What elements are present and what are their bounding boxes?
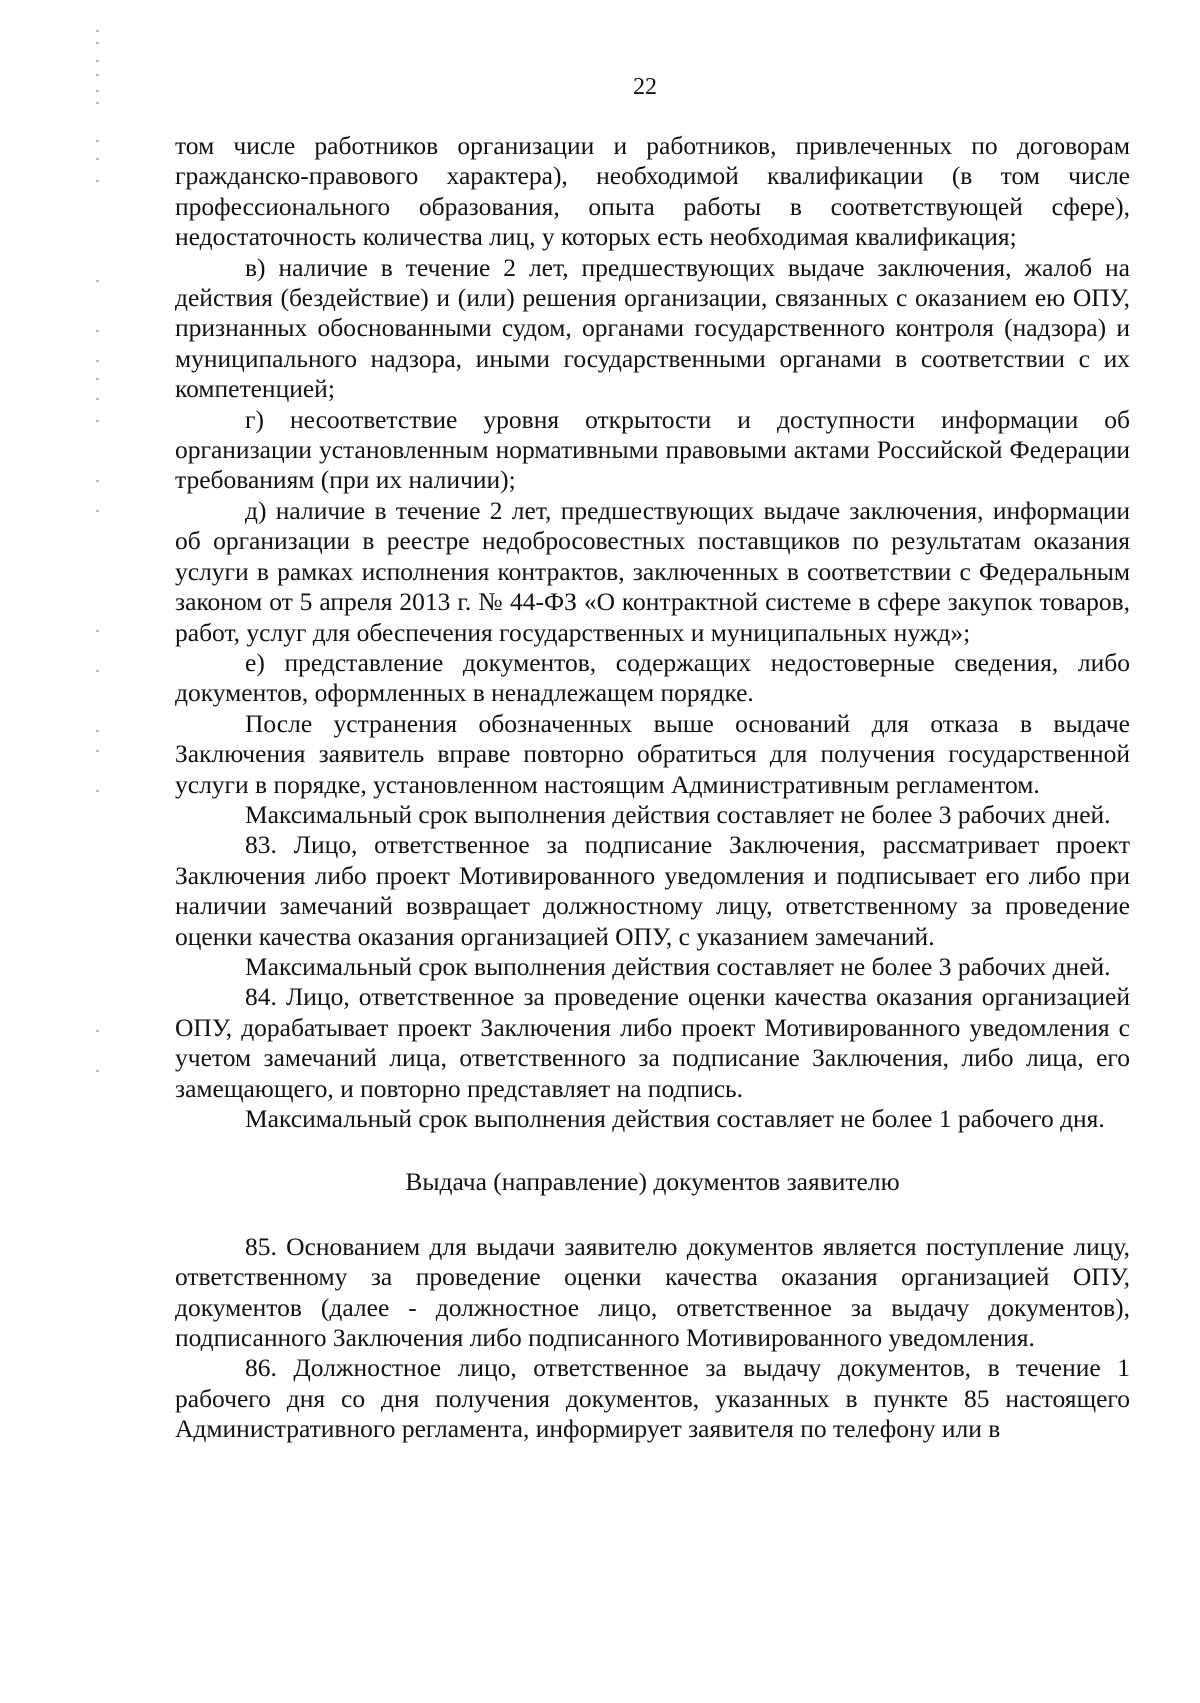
paragraph-continuation: том числе работников организации и работников, привлеченных по договорам гражданско-правового характера), необходимой квалификации (в том числе профессионального образования, опыта работы в соответствующей сфере), недостаточность количества лиц, у которых есть необходимая квалификация;	[175, 131, 1130, 252]
paragraph-deadline: Максимальный срок выполнения действия составляет не более 3 рабочих дней.	[245, 799, 1111, 829]
paragraph-reapply: После устранения обозначенных выше оснований для отказа в выдаче Заключения заявитель вправе повторно обратиться для получения государственной услуги в порядке, установленном настоящим Административным регламентом.	[175, 708, 1130, 799]
document-body	[175, 131, 1130, 1445]
scan-artifacts	[96, 30, 104, 1130]
paragraph-deadline: Максимальный срок выполнения действия составляет не более 1 рабочего дня.	[245, 1104, 1105, 1133]
paragraph-item-g: г) несоответствие уровня открытости и доступности информации об организации установленным нормативными правовыми актами Российской Федерации требованиям (при их наличии);	[175, 404, 1130, 495]
paragraph-83: 83. Лицо, ответственное за подписание Заключения, рассматривает проект Заключения либо проект Мотивированного уведомления и подписывает его либо при наличии замечаний возвращает должностному лицу, ответственному за проведение оценки качества оказания организацией ОПУ, с указанием замечаний.	[175, 830, 1130, 951]
paragraph-item-d: д) наличие в течение 2 лет, предшествующих выдаче заключения, информации об организации в реестре недобросовестных поставщиков по результатам оказания услуги в рамках исполнения контрактов, заключенных в соответствии с Федеральным законом от 5 апреля 2013 г. № 44-ФЗ «О контрактной системе в сфере закупок товаров, работ, услуг для обеспечения государственных и муниципальных нужд»;	[175, 495, 1130, 647]
page-number: 22	[633, 74, 657, 100]
paragraph-86: 86. Должностное лицо, ответственное за выдачу документов, в течение 1 рабочего дня со дня получения документов, указанных в пункте 85 настоящего Административного регламента, информирует заявителя по телефону или в	[175, 1353, 1130, 1444]
paragraph-deadline: Максимальный срок выполнения действия составляет не более 3 рабочих дней.	[245, 951, 1111, 981]
section-heading: Выдача (направление) документов заявителю	[405, 1167, 900, 1197]
paragraph-item-v: в) наличие в течение 2 лет, предшествующих выдаче заключения, жалоб на действия (бездействие) и (или) решения организации, связанных с оказанием ею ОПУ, признанных обоснованными судом, органами государственного контроля (надзора) и муниципального надзора, иными государственными органами в соответствии с их компетенцией;	[175, 252, 1130, 404]
paragraph-item-e: е) представление документов, содержащих недостоверные сведения, либо документов, оформленных в ненадлежащем порядке.	[175, 647, 1130, 708]
paragraph-84: 84. Лицо, ответственное за проведение оценки качества оказания организацией ОПУ, дорабатывает проект Заключения либо проект Мотивированного уведомления с учетом замечаний лица, ответственного за подписание Заключения, либо лица, его замещающего, и повторно представляет на подпись.	[175, 982, 1130, 1103]
paragraph-85: 85. Основанием для выдачи заявителю документов является поступление лицу, ответственному за проведение оценки качества оказания организацией ОПУ, документов (далее - должностное лицо, ответственное за выдачу документов), подписанного Заключения либо подписанного Мотивированного уведомления.	[175, 1231, 1130, 1353]
